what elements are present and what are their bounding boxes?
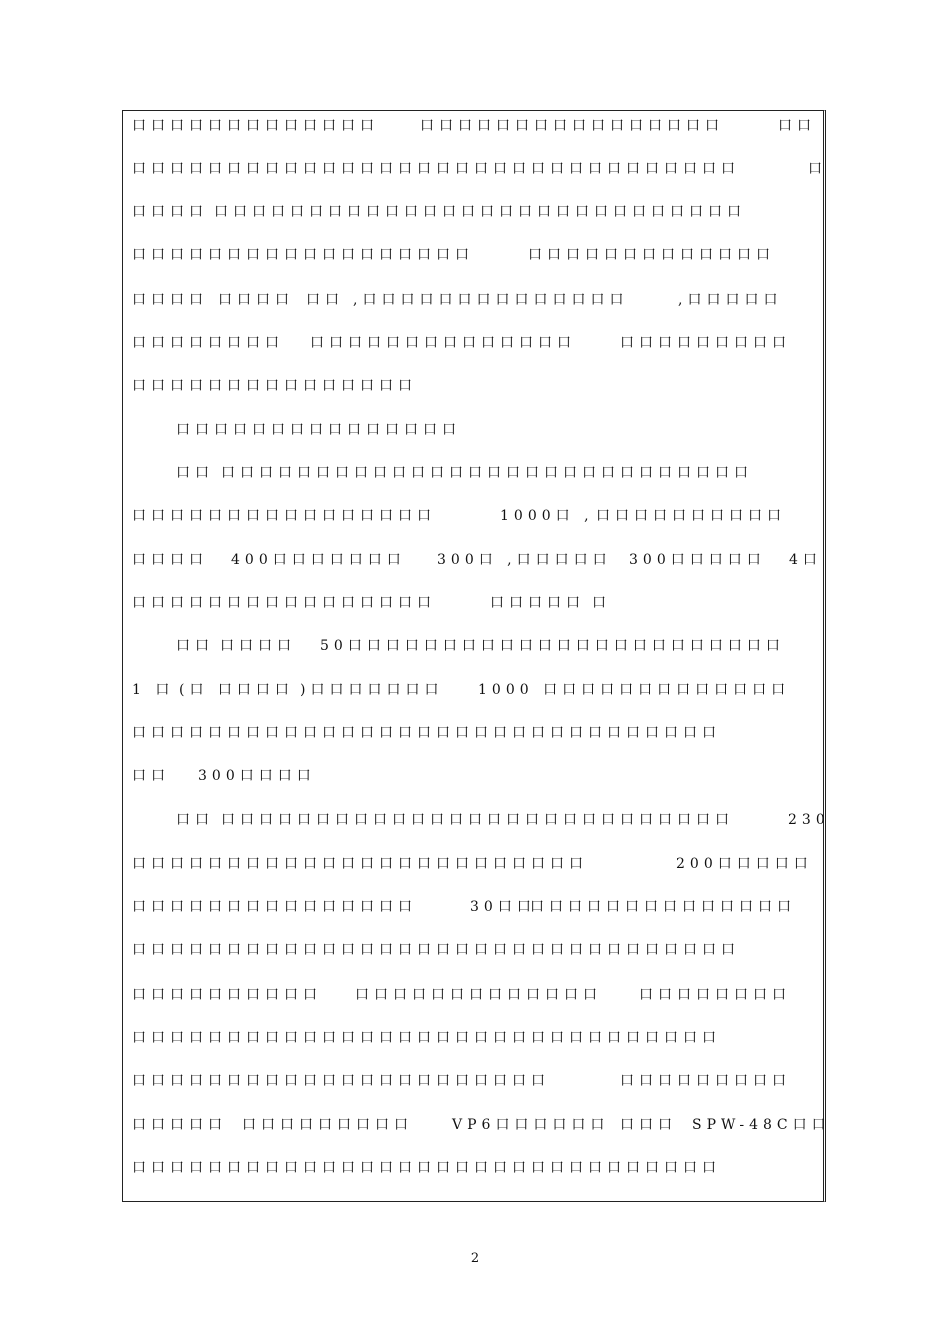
- text-line: [0, 548, 950, 572]
- text-segment: 口口口口口: [132, 1117, 227, 1133]
- text-line: [0, 288, 950, 312]
- text-segment: 30口口: [470, 899, 536, 915]
- text-segment: 400口口口口口口口: [231, 552, 406, 568]
- text-segment: 口口: [132, 768, 170, 784]
- text-line: [0, 374, 950, 398]
- text-segment: 口口口口口口口口口口口口口口口口口口口口口口口口口口口口: [221, 465, 753, 481]
- text-segment: 口口口口口口口口口口口口口: [355, 987, 602, 1003]
- text-segment: 口口口口口口口口口口口口口口口口: [132, 595, 436, 611]
- text-segment: 4口: [789, 552, 822, 568]
- text-segment: 口口口口: [132, 204, 208, 220]
- text-segment: 口口口口口口口口: [639, 987, 791, 1003]
- text-segment: 口口口口口口口口口口口口口口口口口口口口口口口口: [132, 856, 588, 872]
- text-segment: 口口口口口: [490, 595, 585, 611]
- text-segment: 口口口口: [218, 292, 294, 308]
- text-line: [0, 114, 950, 138]
- text-segment: 口口口口口口口口口口口口口口口: [132, 899, 417, 915]
- text-line: [0, 938, 950, 962]
- text-line: [0, 200, 950, 224]
- text-segment: 口口口口口口口口口: [620, 335, 791, 351]
- text-line: [0, 764, 950, 788]
- text-segment: 口口口口口口口口口口口口口: [528, 247, 775, 263]
- text-segment: 1000口 ,: [500, 508, 594, 524]
- text-segment: 口口口口口口口口口口口口口口口口: [420, 118, 724, 134]
- text-segment: 口口: [306, 292, 344, 308]
- text-segment: 口口口口口口口口口口口口口口口口口口口口口口口口口口口: [221, 812, 734, 828]
- text-segment: 口口口口口口口口口口口口口口口口口口口口口口口口口口口口口口口: [132, 1160, 721, 1176]
- text-segment: SPW-48C口口: [692, 1117, 831, 1133]
- text-segment: 300口口口口口: [629, 552, 766, 568]
- text-segment: 50口口口口口口口口口口口口口口口口口口口口口口口: [320, 638, 785, 654]
- text-segment: 口口口口口口口口口口口口口口口口口口口口口口口口口口口口口口口口: [132, 942, 740, 958]
- text-line: [0, 1156, 950, 1180]
- text-segment: 口口口口口口口口口口口口口口口口口口口口口口口口口口口口口口口: [132, 725, 721, 741]
- text-segment: ,口口口口口: [678, 292, 783, 308]
- text-segment: 口口口口口口口口口口口口口口口: [132, 378, 417, 394]
- text-segment: ,口口口口口口口口口口口口口口: [353, 292, 629, 308]
- text-segment: 口口口口口口口口口口口口口口口口口口口口口口: [132, 1073, 550, 1089]
- text-line: [0, 721, 950, 745]
- text-segment: 口口口口口口口口口口: [132, 987, 322, 1003]
- text-segment: 口口: [176, 465, 214, 481]
- text-segment: 口口口口口口口口口口口口口口口口口口口口口口口口口口口口口口口口: [132, 161, 740, 177]
- text-segment: 口: [592, 595, 611, 611]
- text-segment: 300口口口口: [198, 768, 316, 784]
- text-line: [0, 591, 950, 615]
- text-segment: 口口口: [620, 1117, 677, 1133]
- text-segment: 口口口口口口口口口口口口口口口口口口: [132, 247, 474, 263]
- text-segment: 口: [808, 161, 827, 177]
- text-segment: 口口口口口口口口口口口口口口口口口口口口口口口口口口口口: [214, 204, 746, 220]
- text-line: [0, 678, 950, 702]
- text-segment: 口口口口口口口口口: [242, 1117, 413, 1133]
- text-segment: 口口口口口口口口口口口口口口口口口口口口口口口口口口口口口口口: [132, 1030, 721, 1046]
- text-segment: 口口口口口口口口口口口口口: [132, 118, 379, 134]
- page-number: 2: [470, 1251, 480, 1266]
- text-segment: 口口口口口口口口口口口口口口口: [176, 422, 461, 438]
- text-line: [0, 1113, 950, 1137]
- text-line: [0, 852, 950, 876]
- text-segment: 200口口口口口: [676, 856, 813, 872]
- text-line: [0, 1026, 950, 1050]
- text-segment: )口口口口口口口: [300, 682, 444, 698]
- text-segment: (口 口口口口: [179, 682, 294, 698]
- text-line: [0, 461, 950, 485]
- text-segment: 口口: [778, 118, 816, 134]
- text-line: [0, 243, 950, 267]
- text-segment: 口口口口: [220, 638, 296, 654]
- text-line: [0, 504, 950, 528]
- text-segment: 1000 口口口口口口口口口口口口口: [478, 682, 791, 698]
- text-segment: 口口口口口口口口口口口口口口口口: [132, 508, 436, 524]
- text-segment: VP6口口口口口口: [452, 1117, 610, 1133]
- text-line: [0, 1069, 950, 1093]
- text-line: [0, 895, 950, 919]
- text-segment: 口口口口: [132, 552, 208, 568]
- text-segment: 口口口口口口口口口口: [596, 508, 786, 524]
- text-line: [0, 157, 950, 181]
- text-segment: 口口: [176, 638, 214, 654]
- text-line: [0, 418, 950, 442]
- text-segment: 230: [788, 812, 830, 828]
- text-segment: 300口 ,口口口口口: [437, 552, 612, 568]
- text-segment: 口口口口口口口口: [132, 335, 284, 351]
- text-line: [0, 983, 950, 1007]
- text-segment: 口口口口口口口口口: [620, 1073, 791, 1089]
- text-segment: 1 口: [132, 682, 175, 698]
- text-segment: 口口口口: [132, 292, 208, 308]
- text-segment: 口口口口口口口口口口口口口口: [530, 899, 796, 915]
- text-segment: 口口口口口口口口口口口口口口: [310, 335, 576, 351]
- text-segment: 口口: [176, 812, 214, 828]
- text-line: [0, 808, 950, 832]
- text-line: [0, 634, 950, 658]
- text-line: [0, 331, 950, 355]
